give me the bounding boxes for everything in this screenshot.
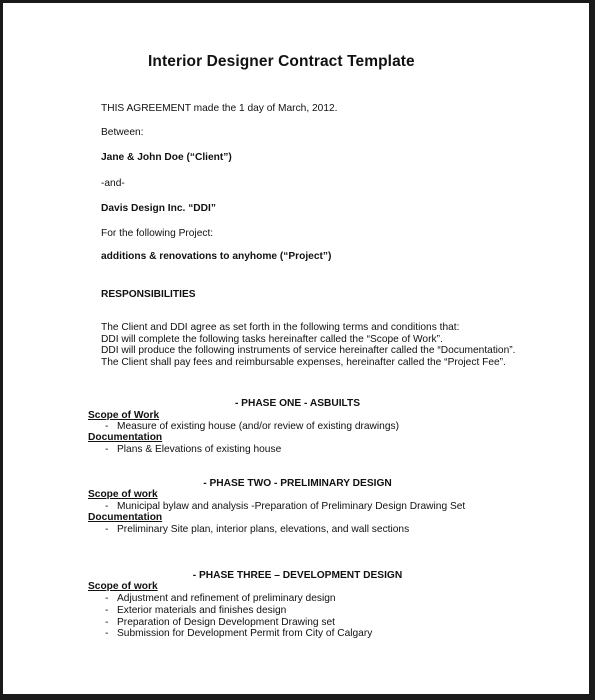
list-item: - Plans & Elevations of existing house	[105, 444, 282, 455]
list-item: - Municipal bylaw and analysis -Preparation of Preliminary Design Drawing Set	[105, 501, 466, 512]
responsibilities-paragraph	[101, 322, 515, 368]
bullet-dash: -	[105, 501, 109, 512]
project-name: additions & renovations to anyhome (“Project”)	[101, 251, 332, 262]
document-title: Interior Designer Contract Template	[148, 53, 415, 70]
list-item: - Measure of existing house (and/or review of existing drawings)	[105, 421, 399, 432]
phase-one-doc-label: Documentation	[88, 432, 163, 443]
responsibilities-line: DDI will complete the following tasks hereinafter called the “Scope of Work”.	[101, 333, 443, 345]
bullet-dash: -	[105, 628, 109, 639]
responsibilities-line: The Client shall pay fees and reimbursable expenses, hereinafter called the “Project Fee”.	[101, 356, 506, 368]
responsibilities-line: DDI will produce the following instruments of service hereinafter called the “Documentation”.	[101, 345, 516, 357]
responsibilities-heading: RESPONSIBILITIES	[101, 289, 196, 300]
bullet-dash: -	[105, 617, 109, 628]
and-separator: -and-	[101, 178, 125, 189]
phase-three-scope-label: Scope of work	[88, 581, 158, 592]
phase-one-heading: - PHASE ONE - ASBUILTS	[234, 398, 361, 409]
bullet-dash: -	[105, 444, 109, 455]
phase-two-scope-label: Scope of work	[88, 489, 158, 500]
designer-name: Davis Design Inc. “DDI”	[101, 203, 216, 214]
bullet-dash: -	[105, 605, 109, 616]
bullet-dash: -	[105, 524, 109, 535]
phase-three-heading: - PHASE THREE – DEVELOPMENT DESIGN	[192, 570, 403, 581]
list-item: - Submission for Development Permit from City of Calgary	[105, 628, 373, 639]
bullet-dash: -	[105, 421, 109, 432]
phase-two-heading: - PHASE TWO - PRELIMINARY DESIGN	[203, 478, 392, 489]
project-intro: For the following Project:	[101, 228, 214, 239]
list-item: - Preparation of Design Development Drawing set	[105, 617, 336, 628]
list-item: - Exterior materials and finishes design	[105, 605, 287, 616]
agreement-line: THIS AGREEMENT made the 1 day of March, 2012.	[101, 103, 338, 114]
phase-one-scope-label: Scope of Work	[88, 410, 160, 421]
between-label: Between:	[101, 127, 144, 138]
client-name: Jane & John Doe (“Client”)	[101, 152, 232, 163]
list-item: - Preliminary Site plan, interior plans, elevations, and wall sections	[105, 524, 410, 535]
list-item: - Adjustment and refinement of preliminary design	[105, 593, 336, 604]
bullet-dash: -	[105, 593, 109, 604]
responsibilities-line: The Client and DDI agree as set forth in the following terms and conditions that:	[101, 322, 460, 333]
phase-two-doc-label: Documentation	[88, 512, 163, 523]
